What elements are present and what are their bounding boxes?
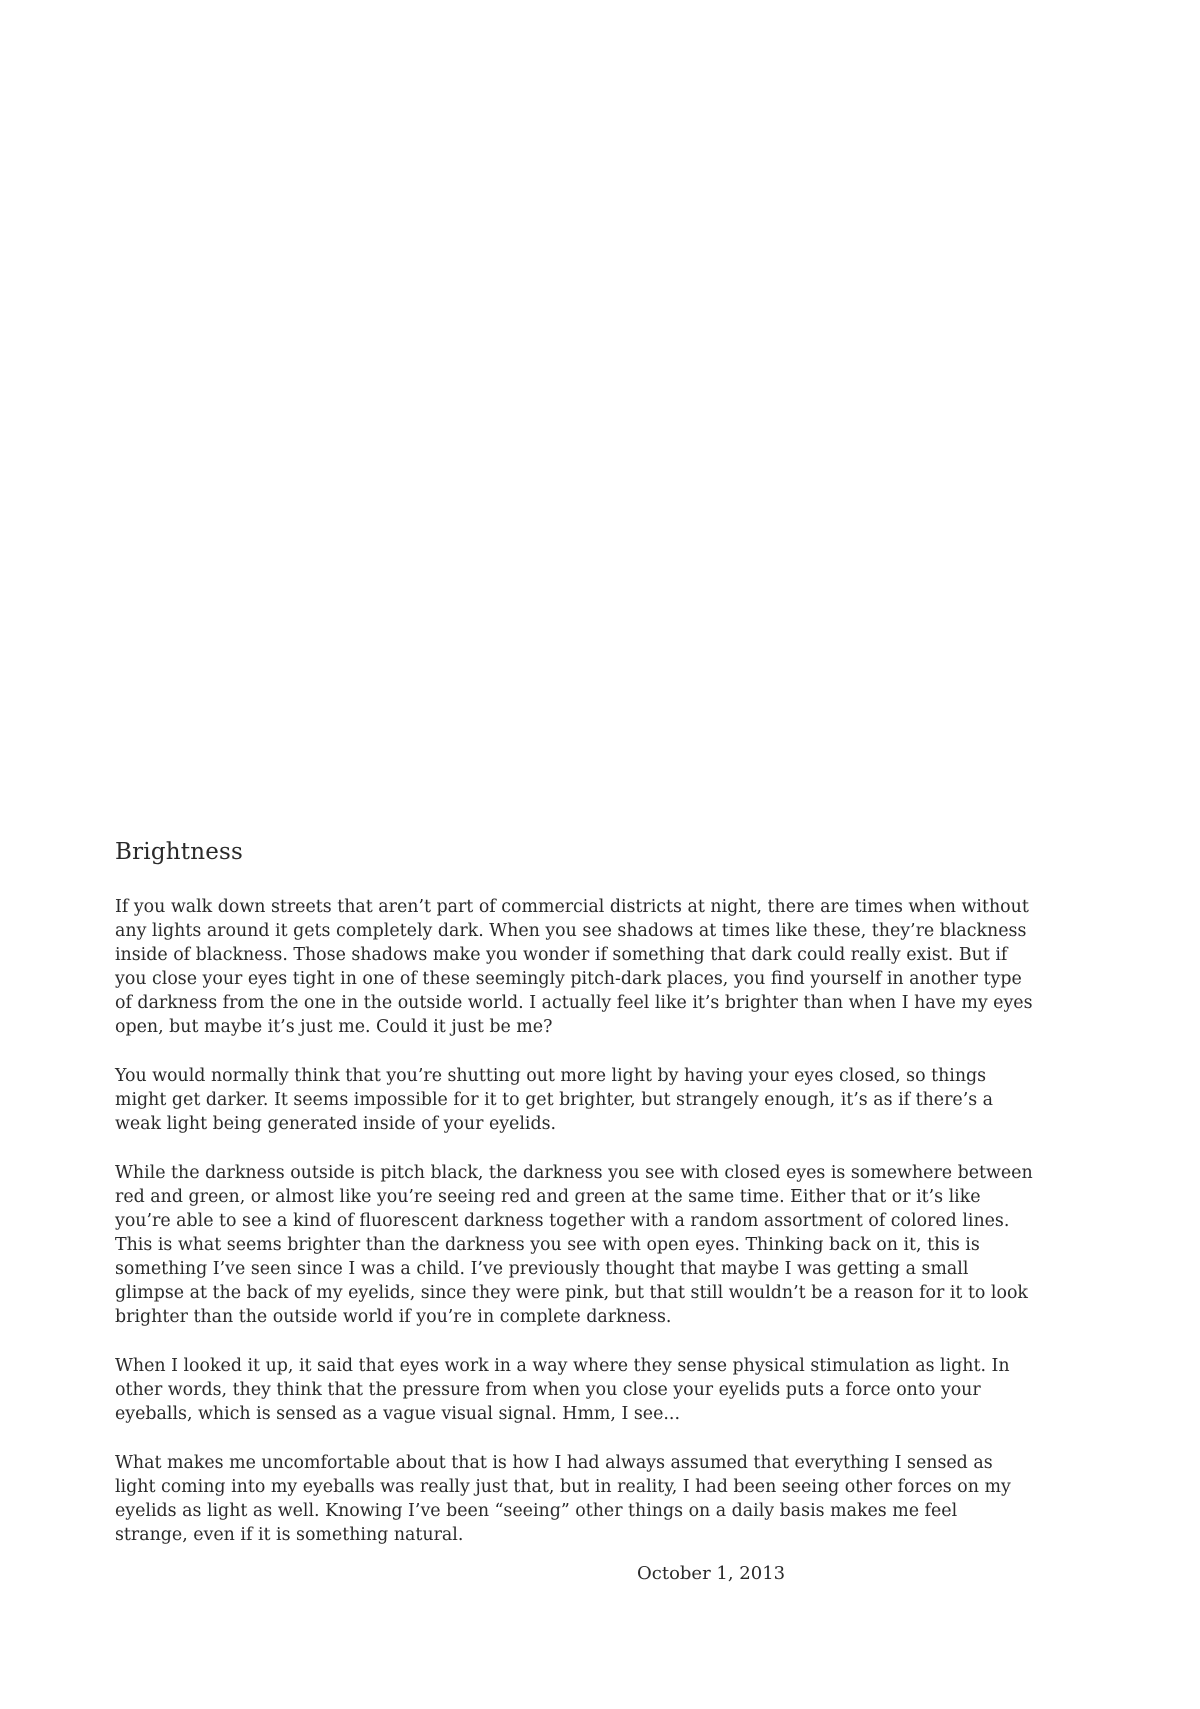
paragraph-4: When I looked it up, it said that eyes work in a way where they sense physical stimulation as light. In other words, they think that the pressure from when you close your eyelids puts a force onto your eyeballs, which is sensed as a vague visual signal. Hmm, I see... (115, 1356, 1010, 1424)
paragraph-1: If you walk down streets that aren’t part of commercial districts at night, there are times when without any lights around it gets completely dark. When you see shadows at times like these, they’re blackness inside of blackness. Those shadows make you wonder if something that dark could really exist. But if you close your eyes tight in one of these seemingly pitch-dark places, you find yourself in another type of darkness from the one in the outside world. I actually feel like it’s brighter than when I have my eyes open, but maybe it’s just me. Could it just be me? (115, 897, 1033, 1037)
essay-date: October 1, 2013 (637, 1563, 786, 1584)
essay-title: Brightness (115, 839, 244, 865)
essay (115, 837, 1035, 1547)
essay-body (115, 895, 1035, 1547)
paragraph-3: While the darkness outside is pitch black, the darkness you see with closed eyes is somewhere between red and green, or almost like you’re seeing red and green at the same time. Either that or it’s like you’re able to see a kind of fluorescent darkness together with a random assortment of colored lines. This is what seems brighter than the darkness you see with open eyes. Thinking back on it, this is something I’ve seen since I was a child. I’ve previously thought that maybe I was getting a small glimpse at the back of my eyelids, since they were pink, but that still wouldn’t be a reason for it to look brighter than the outside world if you’re in complete darkness. (115, 1163, 1033, 1327)
paragraph-5: What makes me uncomfortable about that is how I had always assumed that everything I sensed as light coming into my eyeballs was really just that, but in reality, I had been seeing other forces on my eyelids as light as well. Knowing I’ve been “seeing” other things on a daily basis makes me feel strange, even if it is something natural. (115, 1453, 1011, 1545)
paragraph-2: You would normally think that you’re shutting out more light by having your eyes closed, so things might get darker. It seems impossible for it to get brighter, but strangely enough, it’s as if there’s a weak light being generated inside of your eyelids. (115, 1066, 994, 1134)
